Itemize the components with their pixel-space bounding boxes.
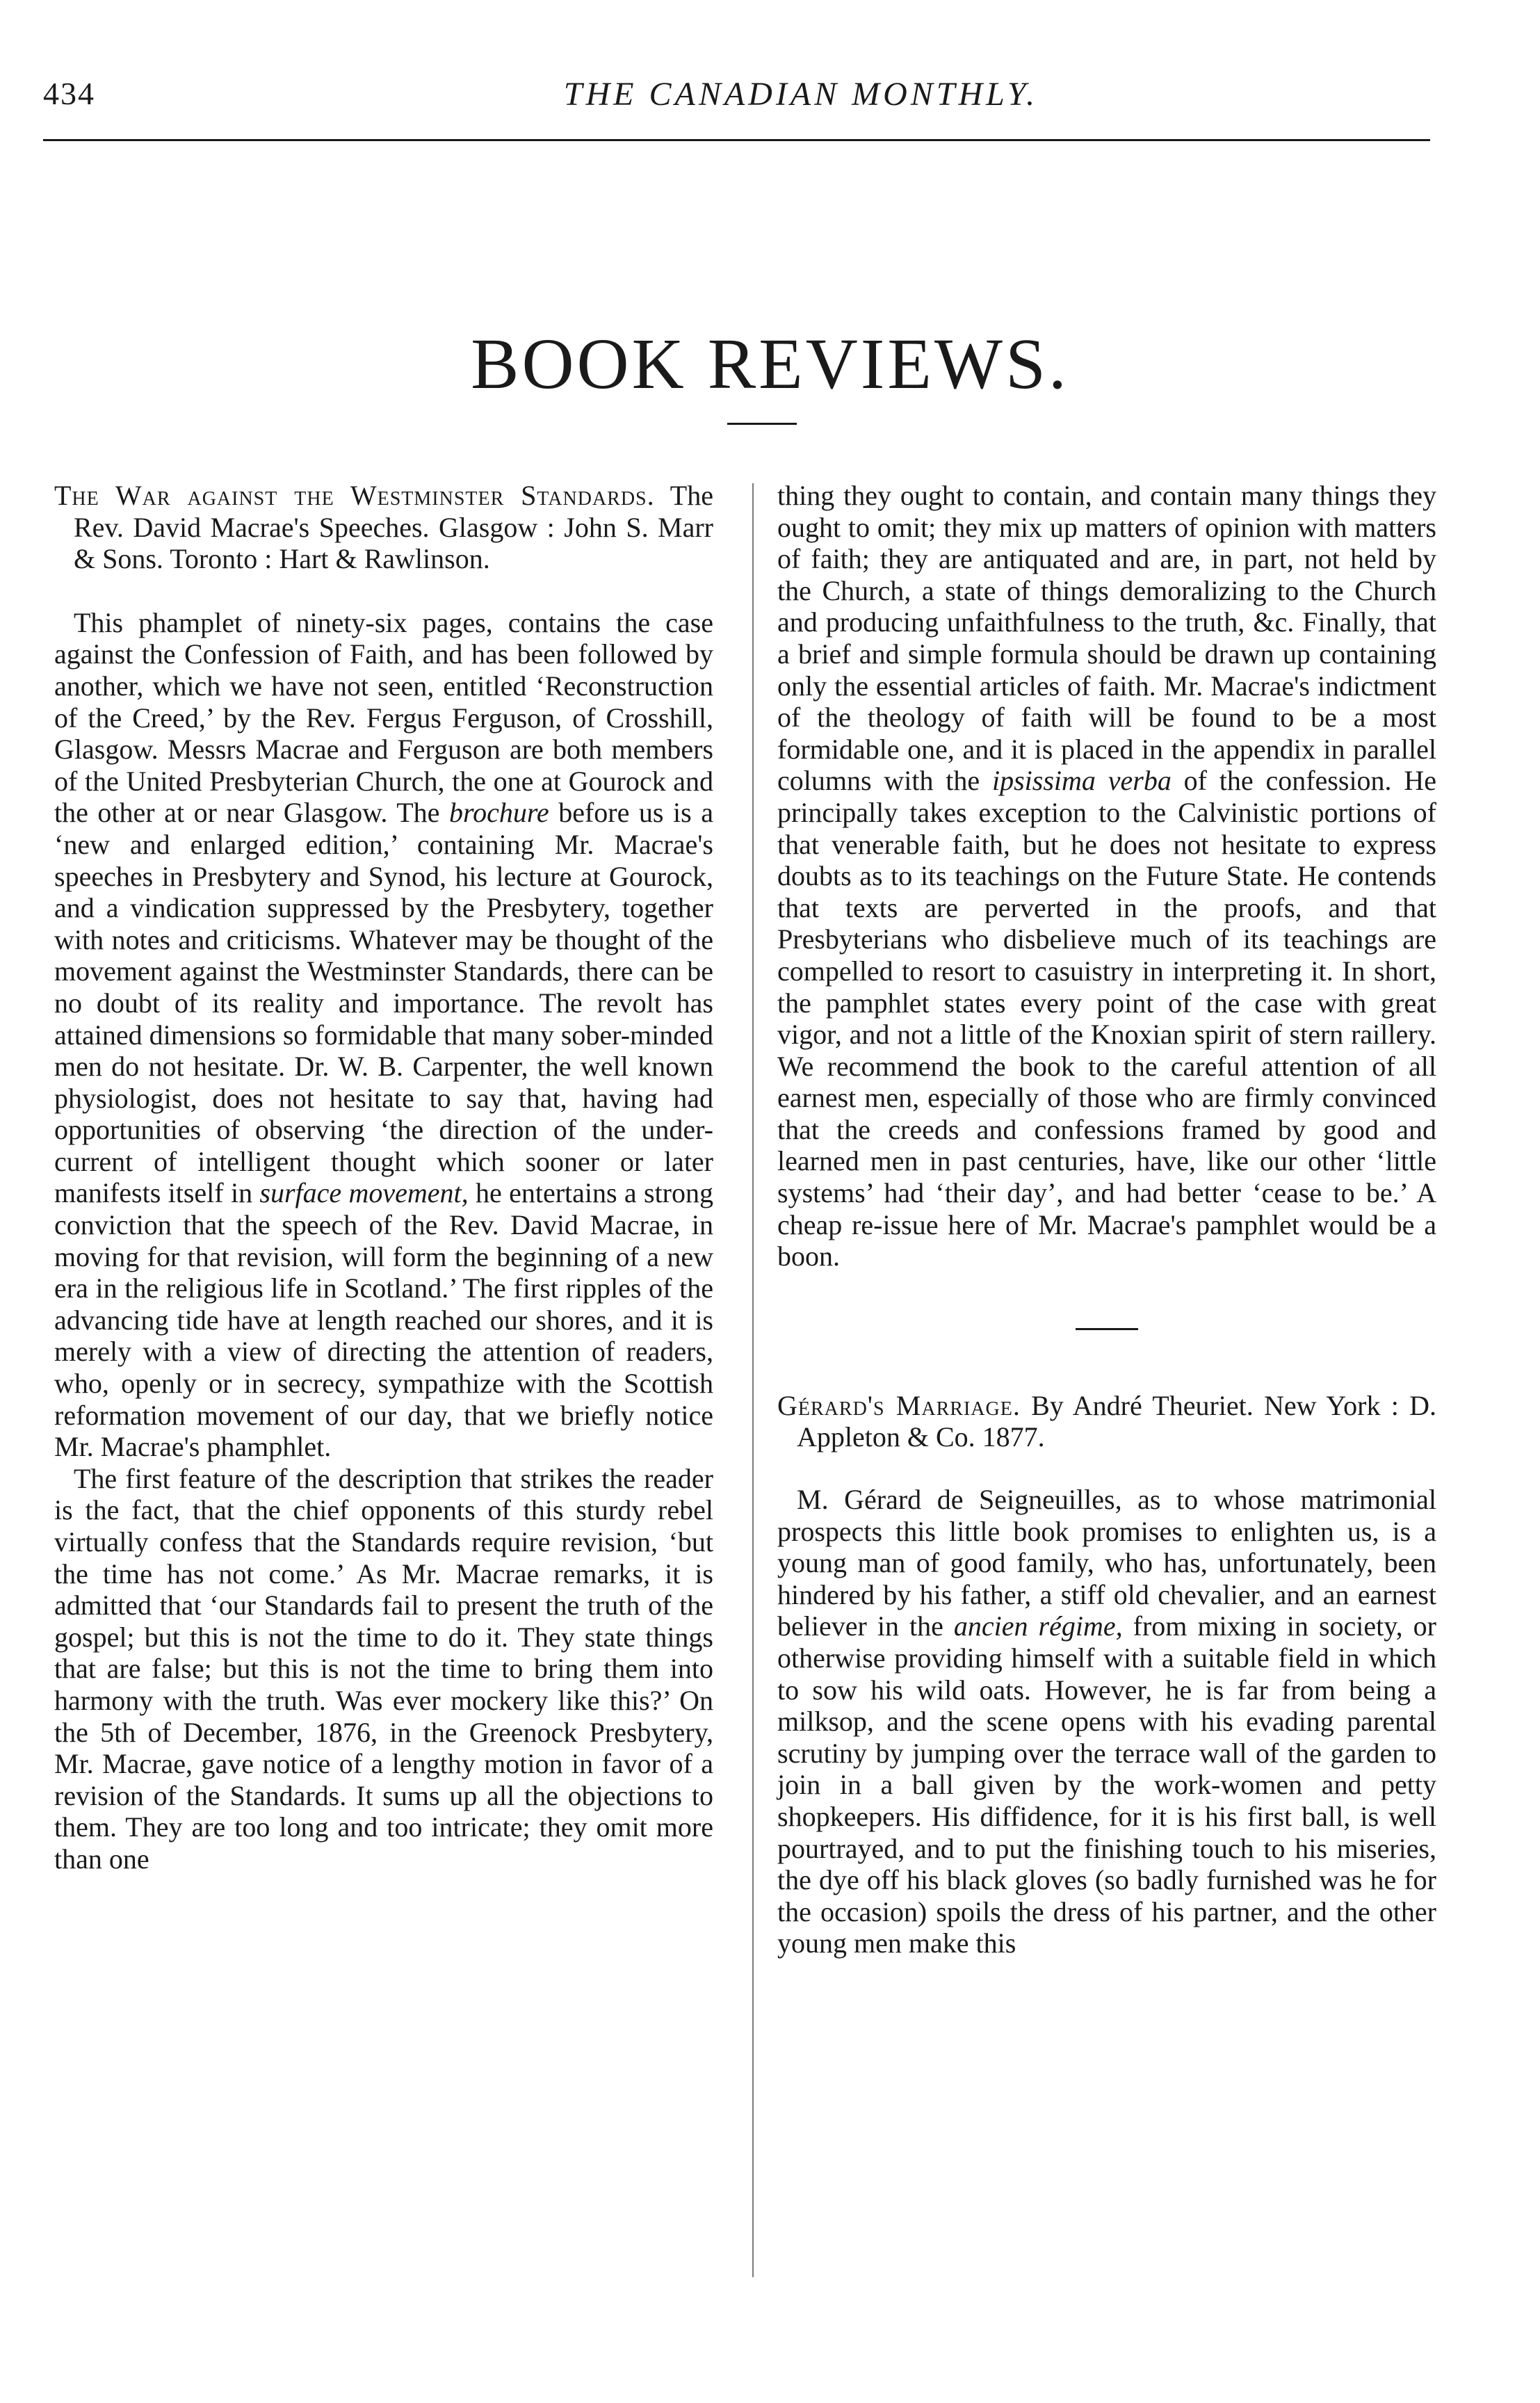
review-1-title: The War against the Westminster Standards. bbox=[54, 480, 655, 511]
section-divider-rule bbox=[1076, 1328, 1138, 1330]
review-2-title: Gérard's Marriage. bbox=[777, 1389, 1021, 1421]
section-title: BOOK REVIEWS. bbox=[471, 324, 1069, 404]
review-1-p1-italic-brochure: brochure bbox=[448, 797, 549, 829]
title-rule bbox=[727, 423, 797, 425]
review-1-heading bbox=[54, 480, 713, 575]
review-2-p1-italic-ancien: ancien régime, bbox=[953, 1610, 1123, 1642]
review-1-p3-italic-ipsissima: ipsissima verba bbox=[992, 765, 1172, 797]
right-column bbox=[777, 480, 1436, 1959]
review-2-paragraph-1 bbox=[777, 1484, 1436, 1959]
page-header bbox=[43, 64, 1430, 118]
header-rule bbox=[43, 139, 1430, 141]
review-1-paragraph-1 bbox=[54, 607, 713, 1463]
page-number: 434 bbox=[43, 76, 95, 111]
review-1-p3-text-a: thing they ought to contain, and contain many things they ought to omit; they mix up matters of opinion with matters of faith; they are antiquated and are, in part, not held by the Church, a state of things demoralizing to the Church and producing unfaithfulness to the truth, &c. Finally, that a brief and simple formula should be drawn up containing only the essential articles of faith. Mr. Macrae's indictment of the theology of faith will be found to be a most formidable one, and it is placed in the appendix in parallel columns with the bbox=[777, 480, 1436, 797]
review-2-p1-text-b: from mixing in society, or otherwise providing himself with a suitable field in which to sow his wild oats. However, he is far from being a milksop, and the scene opens with his evading parental scrutiny by jumping over the terrace wall of the garden to join in a ball given by the work-women and petty shopkeepers. His diffidence, for it is his first ball, is well pourtrayed, and to put the finishing touch to his miseries, the dye off his black gloves (so badly furnished was he for the occasion) spoils the dress of his partner, and the other young men make this bbox=[777, 1610, 1437, 1959]
running-head: THE CANADIAN MONTHLY. bbox=[563, 76, 1039, 113]
review-2-heading bbox=[777, 1390, 1436, 1453]
review-1-imprint: The Rev. David Macrae's Speeches. Glasgow : John S. Marr & Sons. Toronto : Hart & Rawlinson. bbox=[74, 480, 713, 575]
review-1-p1-italic-surface: surface movement, bbox=[259, 1177, 469, 1209]
review-1-p1-text-a: This phamplet of ninety-six pages, contains the case against the Confession of Faith, and has been followed by another, which we have not seen, entitled ‘Reconstruction of the Creed,’ by the Rev. Fergus Ferguson, of Crosshill, Glasgow. Messrs Macrae and Ferguson are both members of the United Presbyterian Church, the one at Gourock and the other at or near Glasgow. The bbox=[54, 606, 713, 829]
review-1-p1-text-b: before us is a ‘new and enlarged edition,’ containing Mr. Macrae's speeches in Presbytery and Synod, his lecture at Gourock, and a vindication suppressed by the Presbytery, together with notes and criticisms. Whatever may be thought of the movement against the Westminster Standards, there can be no doubt of its reality and importance. The revolt has attained dimensions so formidable that many sober-minded men do not hesitate. Dr. W. B. Carpenter, the well known physiologist, does not hesitate to say that, having had opportunities of observing ‘the direction of the under-current of intelligent thought which sooner or later manifests itself in bbox=[54, 797, 713, 1209]
review-1-p3-text-b: of the confession. He principally takes exception to the Calvinistic portions of that venerable faith, but he does not hesitate to express doubts as to its teachings on the Future State. He contends that texts are perverted in the proofs, and that Presbyterians who disbelieve much of its teachings are compelled to resort to casuistry in interpreting it. In short, the pamphlet states every point of the case with great vigor, and not a little of the Knoxian spirit of stern raillery. We recommend the book to the careful attention of all earnest men, especially of those who are firmly convinced that the creeds and confessions framed by good and learned men in past centuries, have, like our other ‘little systems’ had ‘their day’, and had better ‘cease to be.’ A cheap re-issue here of Mr. Macrae's pamphlet would be a boon. bbox=[777, 765, 1437, 1272]
review-2-imprint: By André Theuriet. New York : D. Appleton & Co. 1877. bbox=[797, 1389, 1436, 1453]
review-2-p1-text-a: M. Gérard de Seigneuilles, as to whose matrimonial prospects this little book promises to enlighten us, is a young man of good family, who has, unfortunately, been hindered by his father, a stiff old chevalier, and an earnest believer in the bbox=[777, 1484, 1436, 1642]
left-column bbox=[54, 480, 713, 1875]
column-divider bbox=[752, 483, 754, 2277]
review-1-p1-text-c: he entertains a strong conviction that the speech of the Rev. David Macrae, in moving for that revision, will form the beginning of a new era in the religious life in Scotland.’ The first ripples of the advancing tide have at length reached our shores, and it is merely with a view of directing the attention of readers, who, openly or in secrecy, sympathize with the Scottish reformation movement of our day, that we briefly notice Mr. Macrae's phamphlet. bbox=[54, 1177, 713, 1463]
review-1-paragraph-3 bbox=[777, 480, 1436, 1272]
review-1-paragraph-2: The first feature of the description that strikes the reader is the fact, that the chief opponents of this sturdy rebel virtually confess that the Standards require revision, ‘but the time has not come.’ As Mr. Macrae remarks, it is admitted that ‘our Standards fail to present the truth of the gospel; but this is not the time to do it. They state things that are false; but this is not the time to bring them into harmony with the truth. Was ever mockery like this?’ On the 5th of December, 1876, in the Greenock Presbytery, Mr. Macrae, gave notice of a lengthy motion in favor of a revision of the Standards. It sums up all the objections to them. They are too long and too intricate; they omit more than one bbox=[54, 1462, 713, 1875]
